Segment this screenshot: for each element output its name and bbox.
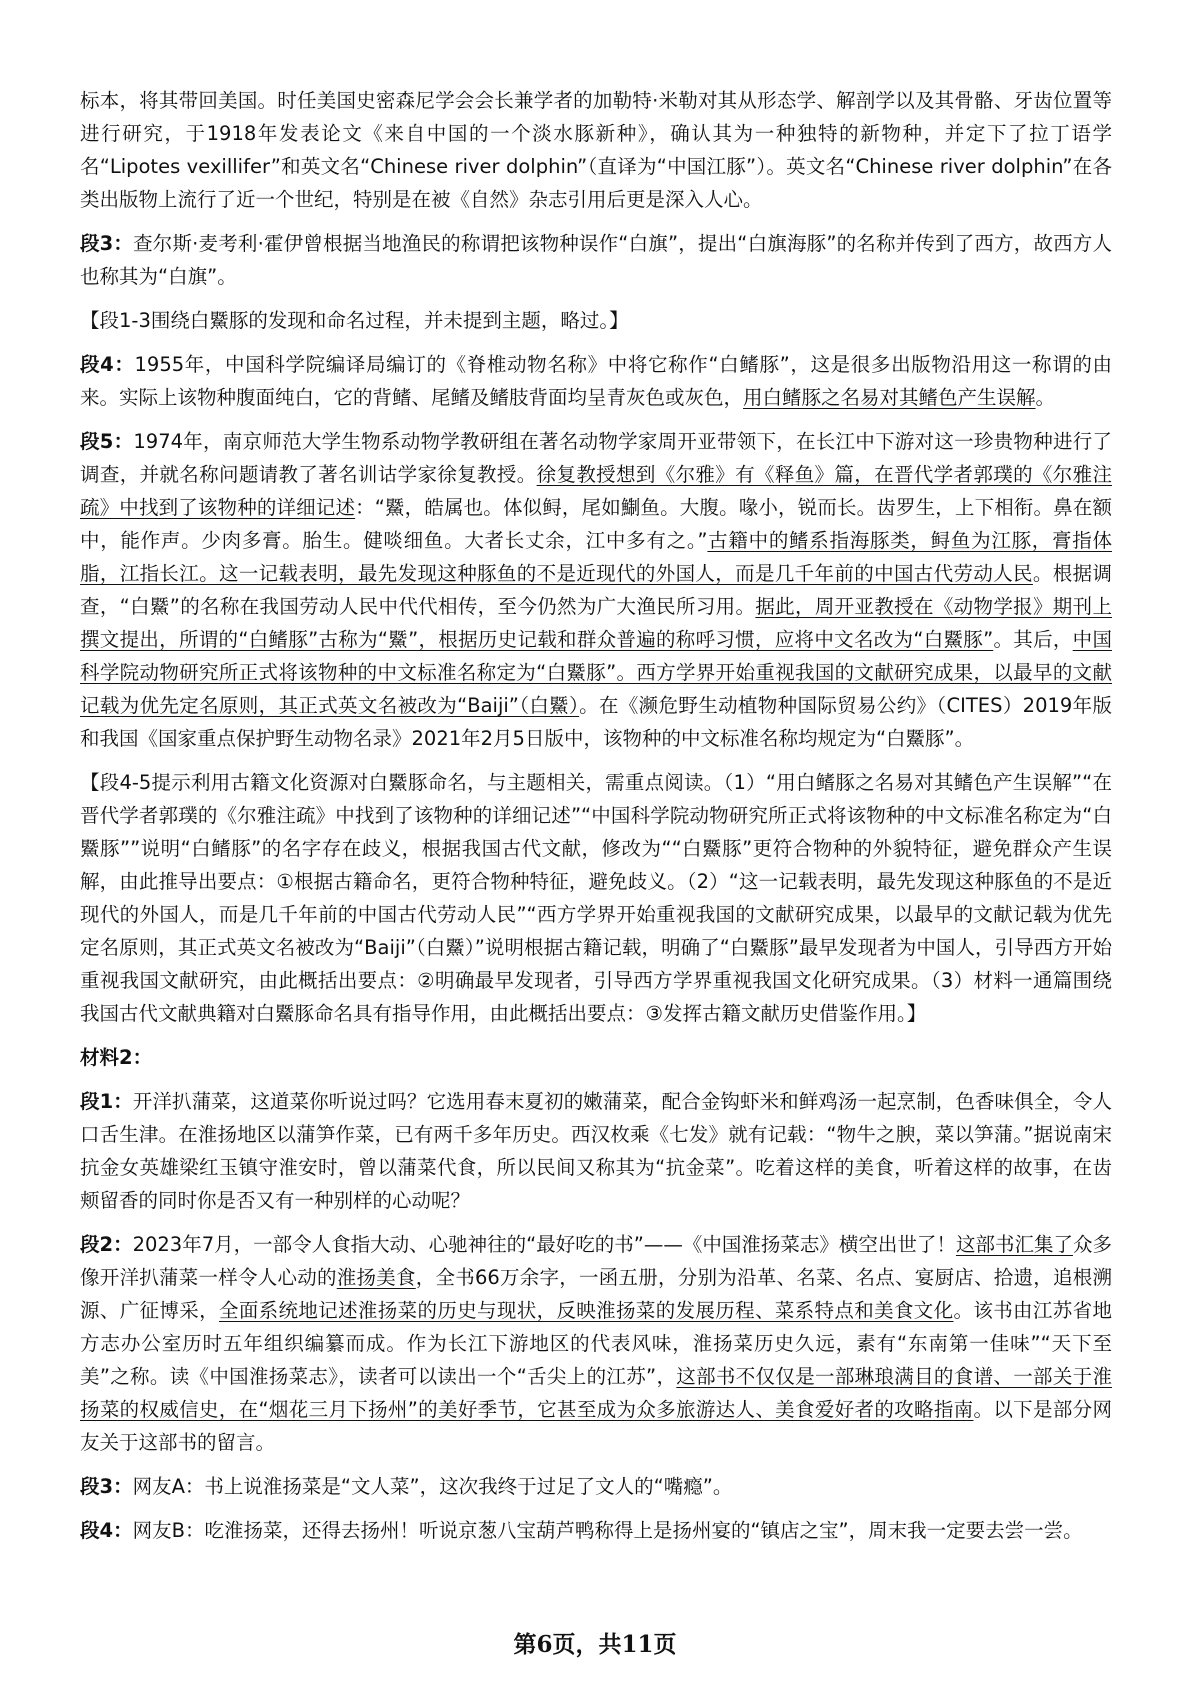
paragraph	[80, 348, 1112, 414]
paragraph-label: 段4：	[80, 1519, 133, 1542]
text-segment: 众多像开洋扒蒲菜一样令人心动的	[80, 1233, 1112, 1289]
paragraph-label: 段3：	[80, 1475, 133, 1498]
paragraph-label: 材料	[80, 1046, 120, 1069]
underlined-text: 古籍中的鳍系指海豚类，鲟鱼为江豚，膏指体脂，江指长江。这一记载表明，最先发现这种豚鱼的不是近现代的外国人，而是几千年前的中国古代劳动人民	[80, 529, 1112, 585]
text-segment: 开洋扒蒲菜，这道菜你听说过吗？它选用春末夏初的嫩蒲菜，配合金钩虾米和鲜鸡汤一起烹制，色香味俱全，令人口舌生津。在淮扬地区以蒲笋作菜，已有两千多年历史。西汉枚乘《七发》就有记载：“物牛之腴，菜以笋蒲。”据说南宋抗金女英雄梁红玉镇守淮安时，曾以蒲菜代食，所以民间又称其为“抗金菜”。吃着这样的美食，听着这样的故事，在齿颊留香的同时你是否又有一种别样的心动呢？	[80, 1090, 1112, 1212]
paragraph	[80, 1085, 1112, 1217]
paragraph	[80, 1470, 1112, 1503]
text-segment: 1974年，南京师范大学生物系动物学教研组在著名动物学家周开亚带领下，在长江中下游对这一珍贵物种进行了调查，并就名称问题请教了著名训诂学家徐复教授。	[80, 430, 1112, 486]
page-number: 第6页，共11页	[513, 1631, 677, 1658]
document-body	[80, 84, 1112, 1558]
paragraph	[80, 1514, 1112, 1547]
paragraph-label: 段4：	[80, 353, 135, 376]
underlined-text: 徐复教授想到《尔雅》有《释鱼》篇，在晋代学者郭璞的《尔雅注疏》中找到了该物种的详细记述	[80, 463, 1112, 519]
underlined-text: 淮扬美食	[336, 1266, 416, 1289]
paragraph	[80, 425, 1112, 755]
text-segment: 。根据调查，“白鱀”的名称在我国劳动人民中代代相传，至今仍然为广大渔民所习用。	[80, 562, 1112, 618]
paragraph	[80, 766, 1112, 1030]
underlined-text: 全面系统地记述淮扬菜的历史与现状，反映淮扬菜的发展历程、菜系特点和美食文化	[218, 1299, 954, 1322]
paragraph-label: 段5：	[80, 430, 134, 453]
underlined-text: 这部书汇集了	[955, 1233, 1073, 1256]
text-segment: 查尔斯·麦考利·霍伊曾根据当地渔民的称谓把该物种误作“白旗”，提出“白旗海豚”的名称并传到了西方，故西方人也称其为“白旗”。	[80, 232, 1112, 288]
underlined-text: 中国科学院动物研究所正式将该物种的中文标准名称定为“白鱀豚”。西方学界开始重视我国的文献研究成果，以最早的文献记载为优先定名原则，其正式英文名被改为“Baiji”（白鱀）	[80, 628, 1112, 717]
text-segment: 网友B：吃淮扬菜，还得去扬州！听说京葱八宝葫芦鸭称得上是扬州宴的“镇店之宝”，周末我一定要去尝一尝。	[132, 1519, 1083, 1542]
text-segment: 2023年7月，一部令人食指大动、心驰神往的“最好吃的书”——《中国淮扬菜志》横空出世了！	[132, 1233, 956, 1256]
text-segment: 。	[1035, 386, 1056, 409]
underlined-text: 据此，周开亚教授在《动物学报》期刊上撰文提出，所谓的“白鳍豚”古称为“鱀”，根据历史记载和群众普遍的称呼习惯，应将中文名改为“白鱀豚”	[80, 595, 1112, 651]
underlined-text: 这部书不仅仅是一部琳琅满目的食谱、一部关于淮扬菜的权威信史，在“烟花三月下扬州”的美好季节，它甚至成为众多旅游达人、美食爱好者的攻略指南	[80, 1365, 1112, 1421]
text-segment: ：“鱀，皓属也。体似鲟，尾如鯯鱼。大腹。喙小，锐而长。齿罗生，上下相衔。鼻在额中，能作声。少肉多膏。胎生。健啖细鱼。大者长丈余，江中多有之。”	[80, 496, 1112, 552]
paragraph-label: 段3：	[80, 232, 134, 255]
text-segment: 网友A：书上说淮扬菜是“文人菜”，这次我终于过足了文人的“嘴瘾”。	[132, 1475, 733, 1498]
text-segment: 2：	[119, 1046, 153, 1069]
text-segment: ，全书66万余字，一函五册，分别为沿革、名菜、名点、宴厨店、拾遗，追根溯源、广征博采，	[80, 1266, 1112, 1322]
paragraph-label: 段1：	[80, 1090, 133, 1113]
underlined-text: 用白鳍豚之名易对其鳍色产生误解	[743, 386, 1036, 409]
paragraph	[80, 304, 1112, 337]
text-segment: 。该书由江苏省地方志办公室历时五年组织编纂而成。作为长江下游地区的代表风味，淮扬菜历史久远，素有“东南第一佳味”“天下至美”之称。读《中国淮扬菜志》，读者可以读出一个“舌尖上的江苏”，	[80, 1299, 1112, 1388]
text-segment: 。其后，	[993, 628, 1073, 651]
text-segment: 。在《濒危野生动植物种国际贸易公约》（CITES）2019年版和我国《国家重点保护野生动物名录》2021年2月5日版中，该物种的中文标准名称均规定为“白鱀豚”。	[80, 694, 1112, 750]
text-segment: 【段4-5提示利用古籍文化资源对白鱀豚命名，与主题相关，需重点阅读。（1）“用白鳍豚之名易对其鳍色产生误解”“在晋代学者郭璞的《尔雅注疏》中找到了该物种的详细记述”“中国科学院动物研究所正式将该物种的中文标准名称定为“白鱀豚””说明“白鳍豚”的名字存在歧义，根据我国古代文献，修改为““白鱀豚”更符合物种的外貌特征，避免群众产生误解，由此推导出要点：①根据古籍命名，更符合物种特征，避免歧义。（2）“这一记载表明，最先发现这种豚鱼的不是近现代的外国人，而是几千年前的中国古代劳动人民”“西方学界开始重视我国的文献研究成果，以最早的文献记载为优先定名原则，其正式英文名被改为“Baiji”（白鱀）”说明根据古籍记载，明确了“白鱀豚”最早发现者为中国人，引导西方开始重视我国文献研究，由此概括出要点：②明确最早发现者，引导西方学界重视我国文化研究成果。（3）材料一通篇围绕我国古代文献典籍对白鱀豚命名具有指导作用，由此概括出要点：③发挥古籍文献历史借鉴作用。】	[80, 771, 1112, 1025]
text-segment: 。以下是部分网友关于这部书的留言。	[80, 1398, 1112, 1454]
paragraph	[80, 84, 1112, 216]
text-segment: 标本，将其带回美国。时任美国史密森尼学会会长兼学者的加勒特·米勒对其从形态学、解剖学以及其骨骼、牙齿位置等进行研究，于1918年发表论文《来自中国的一个淡水豚新种》，确认其为一种独特的新物种，并定下了拉丁语学名“Lipotes vexillifer”和英文名“Chinese river dolphin”（直译为“中国江豚”）。英文名“Chinese river dolphin”在各类出版物上流行了近一个世纪，特别是在被《自然》杂志引用后更是深入人心。	[80, 89, 1112, 211]
paragraph-label: 段2：	[80, 1233, 133, 1256]
paragraph	[80, 227, 1112, 293]
text-segment: 【段1-3围绕白鱀豚的发现和命名过程，并未提到主题，略过。】	[80, 309, 629, 332]
text-segment: 1955年，中国科学院编译局编订的《脊椎动物名称》中将它称作“白鳍豚”，这是很多出版物沿用这一称谓的由来。实际上该物种腹面纯白，它的背鳍、尾鳍及鳍肢背面均呈青灰色或灰色，	[80, 353, 1112, 409]
section-heading	[80, 1041, 1112, 1074]
paragraph	[80, 1228, 1112, 1459]
